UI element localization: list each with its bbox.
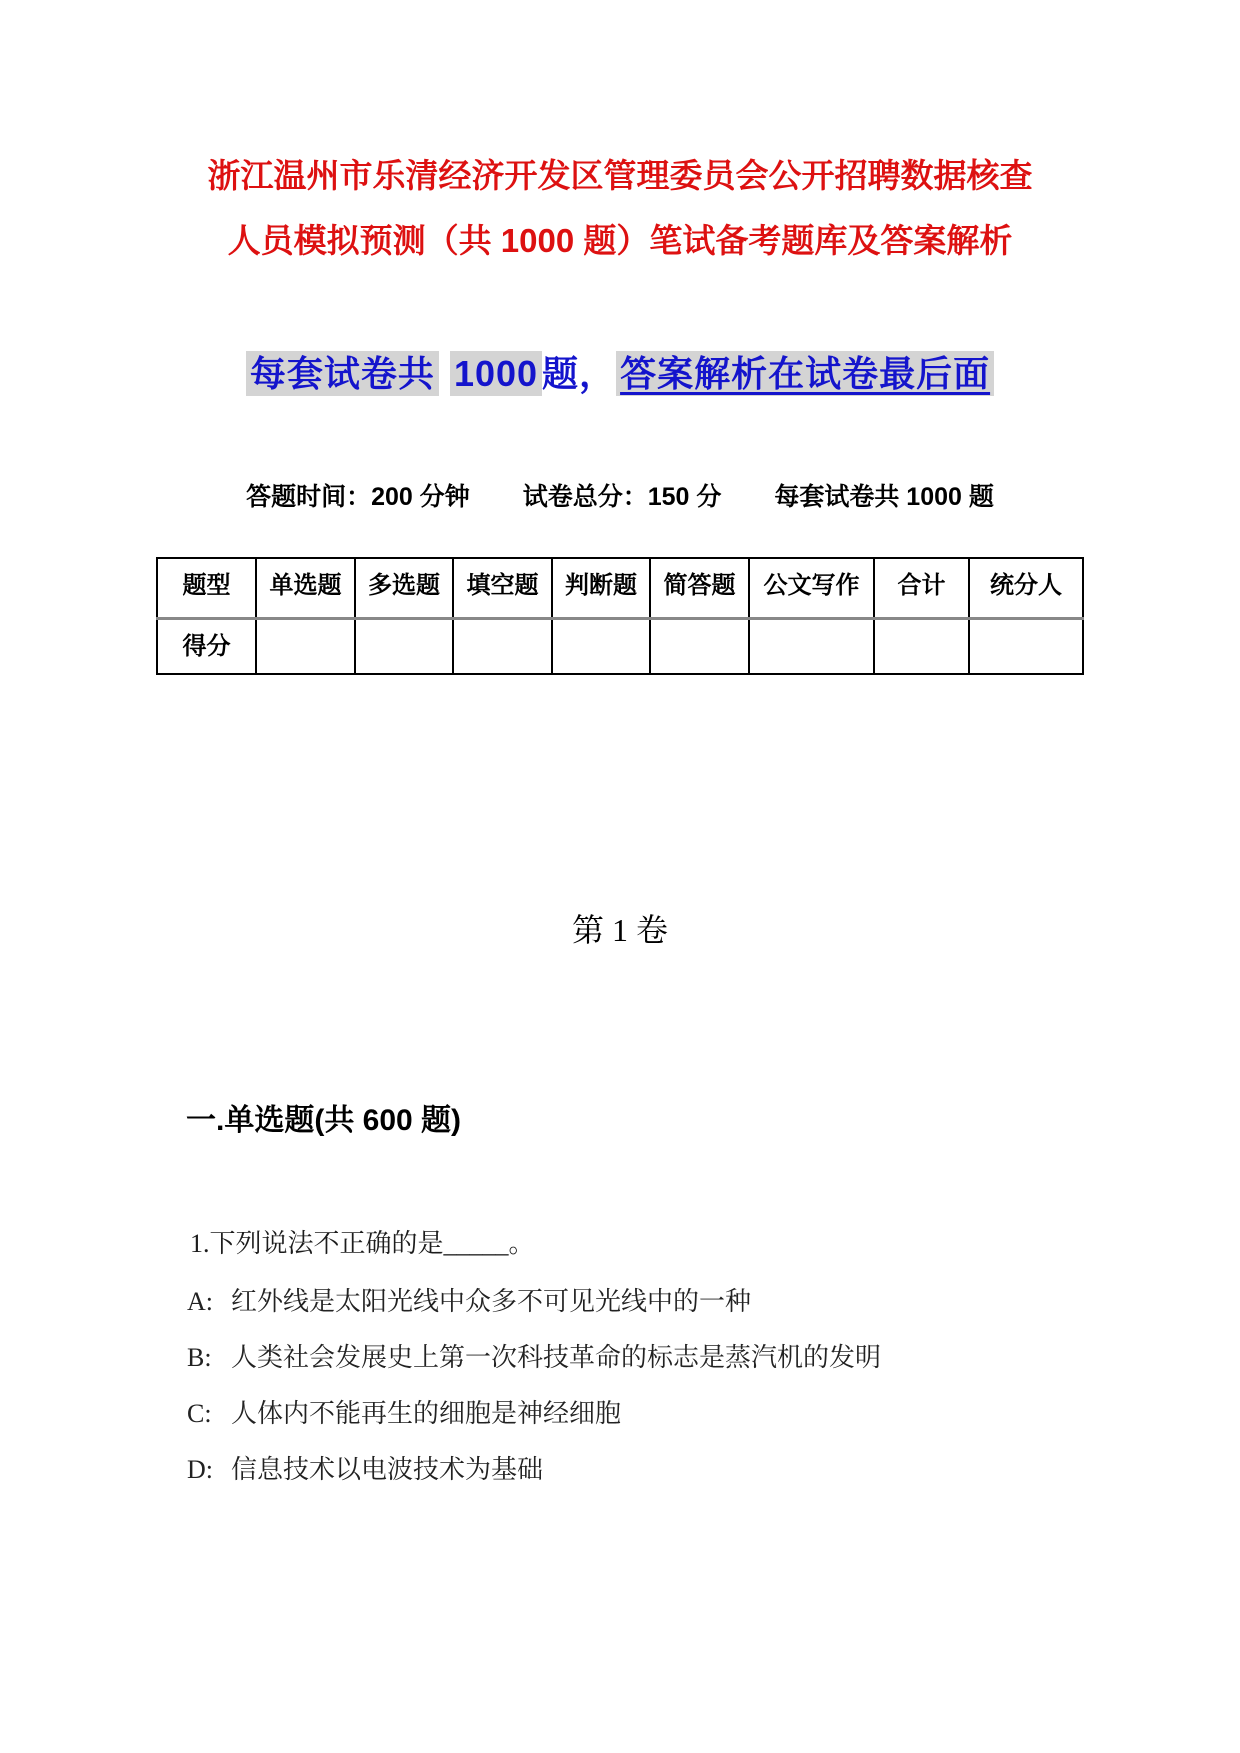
option-a-text: 红外线是太阳光线中众多不可见光线中的一种 (231, 1287, 752, 1316)
header-official-writing: 公文写作 (749, 558, 874, 618)
score-cell-empty (650, 618, 749, 674)
score-table (156, 557, 1084, 675)
option-a-label: A: (187, 1287, 213, 1316)
subtitle-highlight-text: 每套试卷共 (246, 351, 439, 396)
option-b-text: 人类社会发展史上第一次科技革命的标志是蒸汽机的发明 (231, 1343, 882, 1372)
option-d-label: D: (187, 1455, 213, 1484)
header-multi-choice: 多选题 (355, 558, 453, 618)
option-b-label: B: (187, 1343, 212, 1372)
question-1-options (0, 1286, 1240, 1486)
exam-info-line (0, 481, 1240, 513)
score-table-score-row (157, 618, 1083, 674)
exam-question-count: 每套试卷共 1000 题 (774, 483, 994, 511)
score-row-label: 得分 (157, 618, 256, 674)
header-fill-blank: 填空题 (453, 558, 552, 618)
exam-total-score: 试卷总分：150 分 (522, 483, 722, 511)
subtitle-spacer (439, 353, 450, 394)
score-table-header-row (157, 558, 1083, 618)
exam-subtitle (0, 351, 1240, 397)
score-cell-empty (256, 618, 355, 674)
header-true-false: 判断题 (552, 558, 650, 618)
score-cell-empty (969, 618, 1083, 674)
score-cell-empty (552, 618, 650, 674)
score-cell-empty (355, 618, 453, 674)
header-single-choice: 单选题 (256, 558, 355, 618)
volume-heading: 第 1 卷 (571, 912, 668, 948)
subtitle-plain-text: 题， (542, 353, 617, 394)
document-title (0, 143, 1240, 273)
question-1-text: 1.下列说法不正确的是_____。 (190, 1229, 535, 1258)
option-d (187, 1454, 1240, 1486)
header-short-answer: 简答题 (650, 558, 749, 618)
option-a (187, 1286, 1240, 1318)
header-score-counter: 统分人 (969, 558, 1083, 618)
option-c-text: 人体内不能再生的细胞是神经细胞 (231, 1399, 622, 1428)
score-cell-empty (453, 618, 552, 674)
option-b (187, 1342, 1240, 1374)
option-c (187, 1398, 1240, 1430)
header-question-type: 题型 (157, 558, 256, 618)
answer-location-link[interactable]: 答案解析在试卷最后面 (616, 351, 994, 396)
exam-time: 答题时间：200 分钟 (246, 483, 470, 511)
score-cell-empty (874, 618, 969, 674)
document-title-line1: 浙江温州市乐清经济开发区管理委员会公开招聘数据核查 (207, 157, 1033, 194)
score-cell-empty (749, 618, 874, 674)
subtitle-question-count: 1000 (450, 351, 542, 396)
option-c-label: C: (187, 1399, 212, 1428)
option-d-text: 信息技术以电波技术为基础 (231, 1455, 544, 1484)
document-title-line2: 人员模拟预测（共 1000 题）笔试备考题库及答案解析 (227, 222, 1013, 259)
header-total: 合计 (874, 558, 969, 618)
section-heading: 一.单选题(共 600 题) (186, 1104, 462, 1137)
